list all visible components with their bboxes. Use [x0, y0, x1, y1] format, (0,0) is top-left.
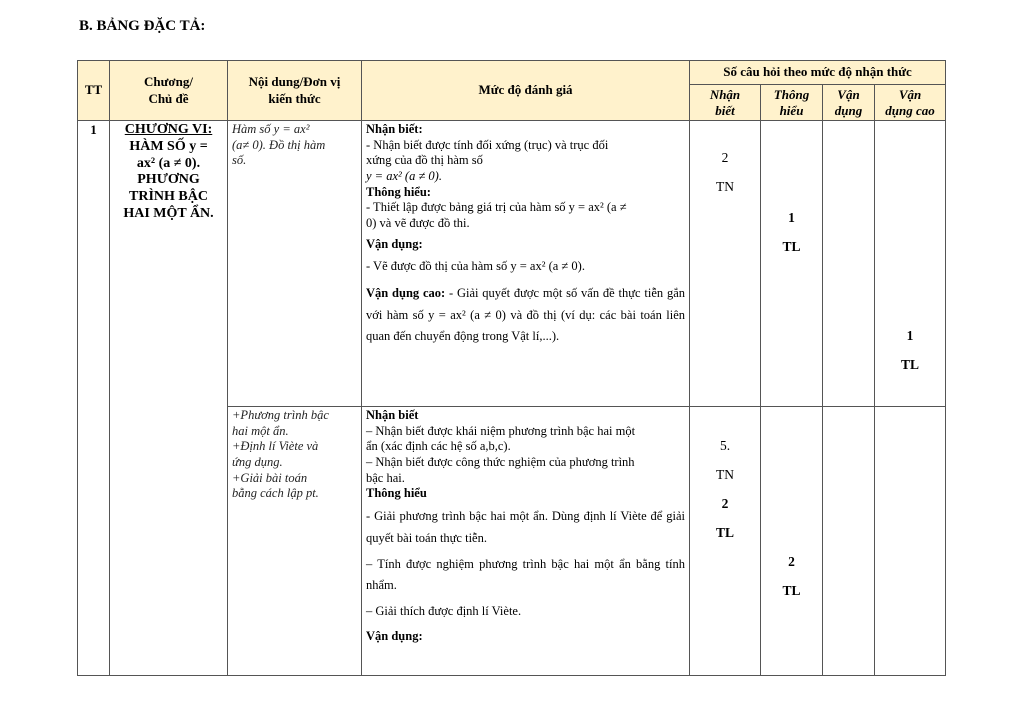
criteria-2-nb-text2: ẩn (xác định các hệ số a,b,c).: [366, 439, 511, 454]
content-2-line6: bằng cách lập pt.: [232, 486, 319, 501]
count-vdc-1: [875, 121, 946, 407]
criteria-cell-2: [362, 407, 690, 676]
content-2-line1: +Phương trình bậc: [232, 408, 329, 422]
header-levels-group: Số câu hỏi theo mức độ nhận thức: [690, 61, 946, 85]
header-chapter: [110, 61, 228, 121]
content-2-line5: +Giải bài toán: [232, 470, 308, 485]
content-cell-1: [228, 121, 362, 407]
criteria-1-vd-text: - Vẽ được đồ thị của hàm số y = ax² (a ≠ 0).: [366, 259, 585, 273]
header-level1-line1: Nhận: [709, 86, 741, 102]
criteria-1-vdc-label: Vận dụng cao:: [366, 285, 446, 300]
count-th-1: [761, 121, 823, 407]
chapter-line1: CHƯƠNG VI:: [124, 122, 213, 137]
criteria-1-vdc-paragraph: [366, 283, 685, 349]
count-vdc-1-value: 1: [906, 328, 914, 343]
criteria-2-vd-label: Vận dụng:: [366, 629, 423, 644]
criteria-1-vdc-text: - Giải quyết được một số vấn đề thực tiễn gắn với hàm số y = ax² (a ≠ 0) và đồ thị (ví dụ: các bài toán liên quan đến chuyển động trong Vật lí,...).: [366, 285, 685, 344]
count-nb-1-type: TN: [716, 178, 734, 194]
count-nb-1: [690, 121, 761, 407]
criteria-1-th-text1: - Thiết lập được bảng giá trị của hàm số y = ax² (a ≠: [366, 200, 627, 215]
content-cell-2: [228, 407, 362, 676]
criteria-1-th-text2: 0) và vẽ được đồ thi.: [366, 215, 470, 230]
header-content: [228, 61, 362, 121]
content-1-line1: Hàm số y = ax²: [232, 122, 310, 136]
table-row: [78, 121, 946, 407]
count-nb-2-type: TN: [716, 466, 734, 482]
criteria-2-th-text2: – Tính được nghiệm phương trình bậc hai một ẩn bằng tính nhẩm.: [366, 556, 685, 593]
criteria-1-vd-label: Vận dụng:: [366, 237, 423, 252]
count-nb-2-value2: 2: [721, 495, 729, 511]
content-2-line2: hai một ẩn.: [232, 423, 289, 438]
criteria-2-nb-text3: – Nhận biết được công thức nghiệm của phương trình: [366, 454, 635, 469]
count-th-2: [761, 407, 823, 676]
count-vdc-2: [875, 407, 946, 676]
header-content-line1: Nội dung/Đơn vị: [248, 74, 341, 90]
content-2-line4: ứng dụng.: [232, 454, 283, 469]
header-level3-line2: dụng: [834, 102, 863, 118]
count-th-1-value: 1: [788, 210, 795, 225]
criteria-1-th-label: Thông hiểu:: [366, 184, 431, 199]
count-vdc-1-type: TL: [901, 356, 920, 372]
chapter-line6: HAI MỘT ẨN.: [123, 205, 214, 221]
row-tt: 1: [78, 121, 110, 676]
count-th-2-type: TL: [782, 582, 801, 598]
header-level4-line1: Vận: [898, 86, 922, 102]
count-vd-2: [823, 407, 875, 676]
header-level-thong-hieu: [761, 85, 823, 121]
section-title: B. BẢNG ĐẶC TẢ:: [79, 18, 206, 34]
header-level1-line2: biết: [715, 102, 735, 118]
chapter-line3: ax² (a ≠ 0).: [136, 155, 201, 171]
header-criteria: Mức độ đánh giá: [362, 61, 690, 121]
count-nb-1-value: 2: [721, 150, 729, 165]
header-row-1: [78, 61, 946, 85]
count-nb-2: [690, 407, 761, 676]
header-content-line2: kiến thức: [268, 90, 321, 106]
header-level2-line1: Thông: [773, 86, 810, 102]
header-level3-line1: Vận: [837, 86, 860, 102]
count-th-1-type: TL: [782, 238, 801, 254]
content-2-line3: +Định lí Viète và: [232, 439, 319, 454]
chapter-line2: HÀM SỐ y =: [129, 138, 208, 154]
content-1-line3: số.: [232, 153, 247, 168]
header-chapter-line2: Chủ đề: [148, 90, 189, 106]
criteria-2-th-text1: - Giải phương trình bậc hai một ẩn. Dùng định lí Viète để giải quyết bài toán thực tiễn.: [366, 508, 685, 545]
header-level2-line2: hiểu: [779, 102, 804, 118]
count-nb-2-type2: TL: [715, 524, 734, 540]
chapter-line4: PHƯƠNG: [137, 172, 200, 188]
content-1-line2: (a≠ 0). Đồ thị hàm: [232, 137, 326, 152]
criteria-1-nb-text2: xứng của đồ thị hàm số: [366, 153, 483, 168]
criteria-1-nb-text3: y = ax² (a ≠ 0).: [366, 168, 442, 183]
count-th-2-value: 2: [788, 554, 795, 569]
criteria-2-th-label: Thông hiểu: [366, 486, 427, 501]
header-level-van-dung-cao: [875, 85, 946, 121]
criteria-2-nb-label: Nhận biết: [366, 408, 419, 422]
header-level4-line2: dụng cao: [885, 102, 935, 118]
criteria-1-nb-label: Nhận biết:: [366, 122, 423, 136]
header-tt: TT: [78, 61, 110, 121]
count-nb-2-value: 5.: [719, 438, 731, 453]
chapter-cell: [110, 121, 228, 676]
criteria-2-th-text3: – Giải thích được định lí Viète.: [366, 604, 522, 619]
specification-table: [77, 60, 946, 676]
header-level-van-dung: [823, 85, 875, 121]
chapter-line5: TRÌNH BẬC: [129, 189, 208, 205]
criteria-2-nb-text1: – Nhận biết được khái niệm phương trình bậc hai một: [366, 423, 636, 438]
criteria-1-nb-text1: - Nhận biết được tính đối xứng (trục) và trục đối: [366, 137, 609, 152]
criteria-cell-1: [362, 121, 690, 407]
header-chapter-line1: Chương/: [144, 74, 193, 90]
criteria-2-nb-text4: bậc hai.: [366, 470, 405, 485]
header-level-nhan-biet: [690, 85, 761, 121]
count-vd-1: [823, 121, 875, 407]
